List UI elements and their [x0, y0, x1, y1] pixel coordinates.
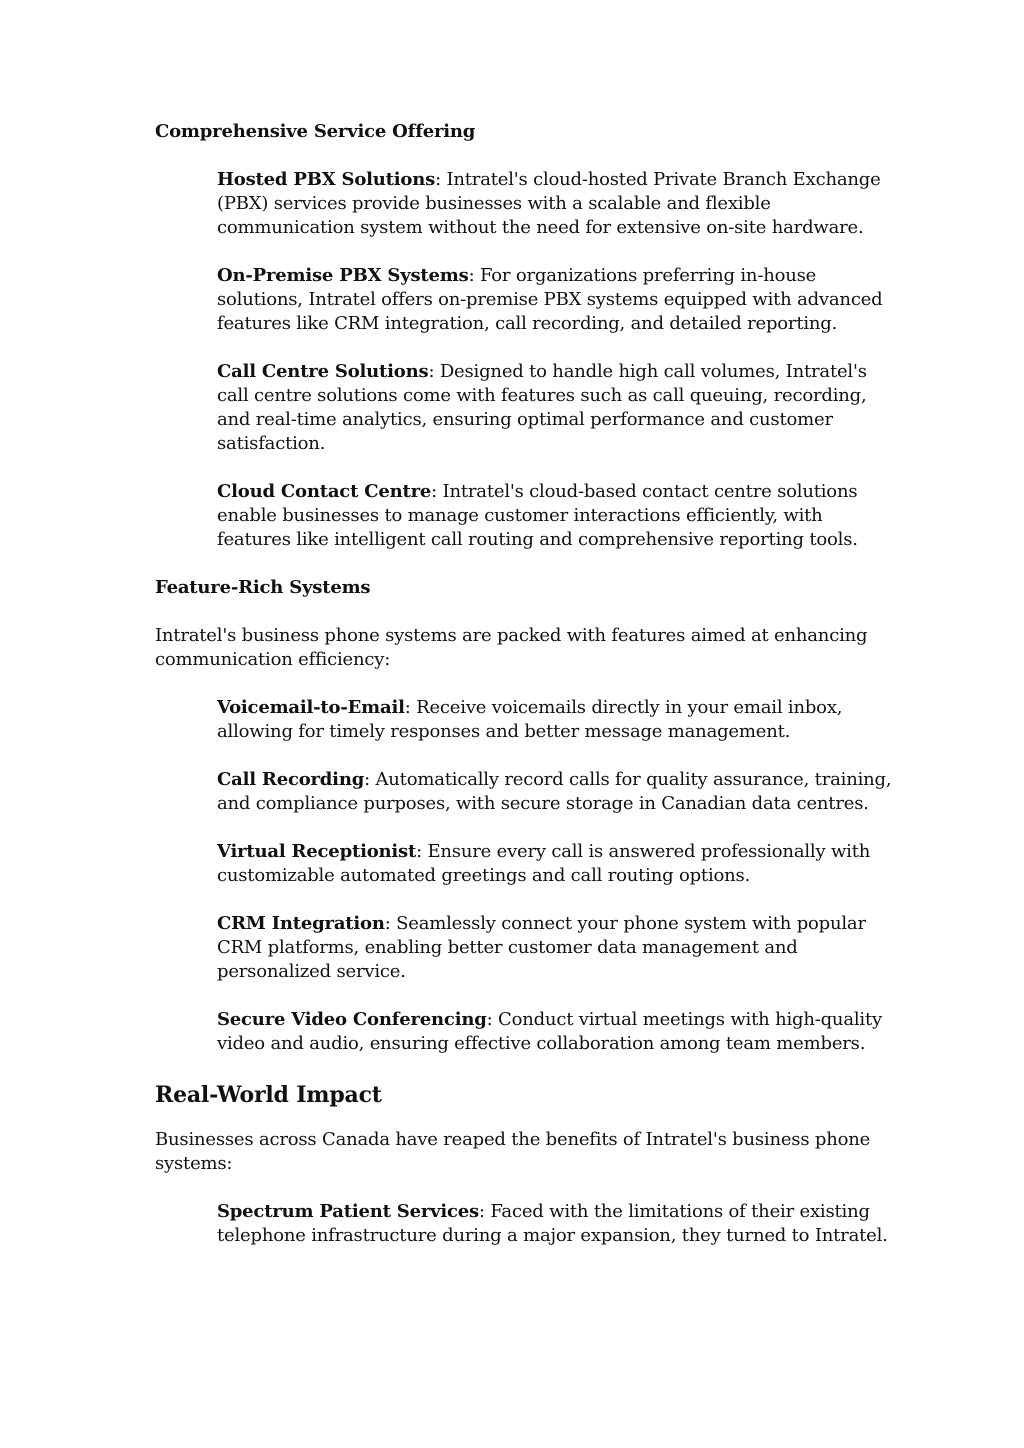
list-item [217, 480, 895, 552]
list-item [217, 1008, 895, 1056]
list-item [217, 912, 895, 984]
item-term: Call Recording [217, 769, 365, 790]
list-item [217, 696, 895, 744]
section-intro: Businesses across Canada have reaped the benefits of Intratel's business phone systems: [155, 1129, 871, 1174]
item-text: : Designed to handle high call volumes, Intratel's call centre solutions come with features such as call queuing, recording, and real-time analytics, ensuring optimal performance and customer satisfaction. [217, 361, 867, 454]
item-text: : Conduct virtual meetings with high-quality video and audio, ensuring effective collaboration among team members. [217, 1009, 882, 1054]
list-item [217, 264, 895, 336]
item-term: Spectrum Patient Services [217, 1201, 479, 1222]
item-text: : Seamlessly connect your phone system with popular CRM platforms, enabling better customer data management and personalized service. [217, 913, 866, 982]
item-term: Cloud Contact Centre [217, 481, 432, 502]
list-item [217, 1200, 895, 1248]
list-item [217, 168, 895, 240]
item-term: Hosted PBX Solutions [217, 169, 436, 190]
list-item [217, 840, 895, 888]
item-text: : Ensure every call is answered professionally with customizable automated greetings and call routing options. [217, 841, 871, 886]
item-text: : Intratel's cloud-hosted Private Branch Exchange (PBX) services provide businesses with a scalable and flexible communication system without the need for extensive on-site hardware. [217, 169, 881, 238]
item-text: : For organizations preferring in-house solutions, Intratel offers on-premise PBX systems equipped with advanced features like CRM integration, call recording, and detailed reporting. [217, 265, 883, 334]
item-text: : Automatically record calls for quality assurance, training, and compliance purposes, with secure storage in Canadian data centres. [217, 769, 892, 814]
item-term: Voicemail-to-Email [217, 697, 405, 718]
section-heading-feature-rich: Feature-Rich Systems [155, 577, 371, 598]
item-text: : Faced with the limitations of their existing telephone infrastructure during a major expansion, they turned to Intratel. [217, 1201, 888, 1246]
list-item [217, 768, 895, 816]
section-heading-service-offering: Comprehensive Service Offering [155, 121, 476, 142]
item-term: Virtual Receptionist [217, 841, 417, 862]
item-term: CRM Integration [217, 913, 385, 934]
section-heading-real-world-impact: Real-World Impact [155, 1082, 382, 1108]
item-text: : Receive voicemails directly in your email inbox, allowing for timely responses and better message management. [217, 697, 843, 742]
list-item [217, 360, 895, 456]
section-intro: Intratel's business phone systems are packed with features aimed at enhancing communication efficiency: [155, 625, 868, 670]
item-text: : Intratel's cloud-based contact centre solutions enable businesses to manage customer interactions efficiently, with features like intelligent call routing and comprehensive reporting tools. [217, 481, 858, 550]
item-term: Secure Video Conferencing [217, 1009, 487, 1030]
item-term: Call Centre Solutions [217, 361, 429, 382]
document-page [155, 120, 895, 1272]
item-term: On-Premise PBX Systems [217, 265, 469, 286]
